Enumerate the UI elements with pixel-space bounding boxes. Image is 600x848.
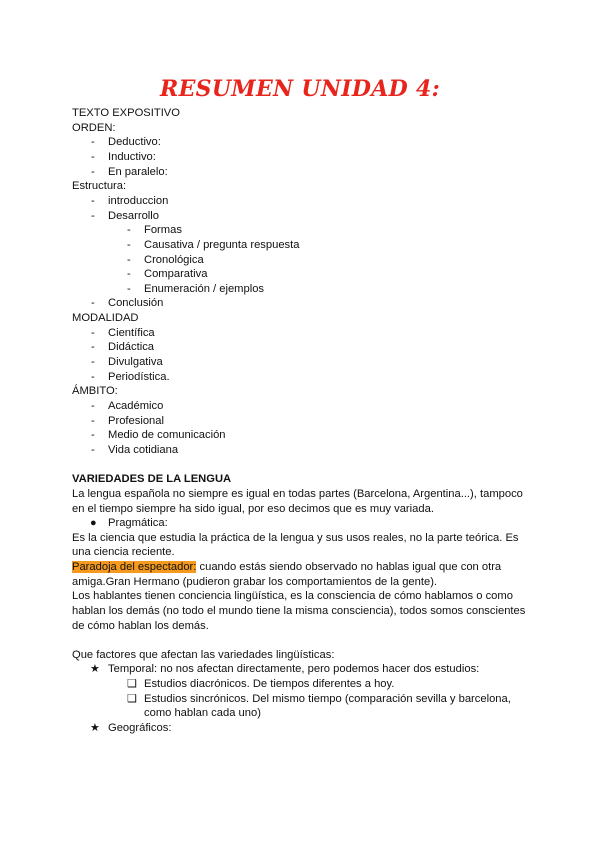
dash-bullet: - bbox=[91, 341, 95, 353]
dash-bullet: - bbox=[91, 429, 95, 441]
estructura-label: Estructura: bbox=[72, 180, 127, 192]
paragraph-line: amiga.Gran Hermano (pudieron grabar los comportamientos de la gente). bbox=[72, 576, 438, 588]
modalidad-item: Divulgativa bbox=[108, 356, 163, 368]
dash-bullet: - bbox=[91, 400, 95, 412]
estructura-item: introduccion bbox=[108, 195, 169, 207]
factor-item: Temporal: no nos afectan directamente, pero podemos hacer dos estudios: bbox=[108, 663, 480, 675]
dash-bullet: - bbox=[91, 327, 95, 339]
checkbox-bullet-icon: ❑ bbox=[127, 693, 137, 705]
paragraph-line: Los hablantes tienen conciencia lingüística, es la consciencia de cómo hablamos o como bbox=[72, 590, 513, 602]
desarrollo-item: Cronológica bbox=[144, 254, 204, 266]
subfactor-item: Estudios diacrónicos. De tiempos diferentes a hoy. bbox=[144, 678, 395, 690]
factor-item: Geográficos: bbox=[108, 722, 172, 734]
paragraph-line: de cómo hablan los demás. bbox=[72, 620, 209, 632]
modalidad-item: Didáctica bbox=[108, 341, 155, 353]
checkbox-bullet-icon: ❑ bbox=[127, 678, 137, 690]
desarrollo-item: Comparativa bbox=[144, 268, 208, 280]
dash-bullet: - bbox=[127, 268, 131, 280]
texto-expositivo-label: TEXTO EXPOSITIVO bbox=[72, 107, 180, 119]
modalidad-item: Periodística. bbox=[108, 371, 170, 383]
paradoja-text: cuando estás siendo observado no hablas igual que con otra bbox=[196, 561, 502, 573]
orden-item: Inductivo: bbox=[108, 151, 156, 163]
ambito-item: Profesional bbox=[108, 415, 164, 427]
subfactor-item-continued: como hablan cada uno) bbox=[144, 707, 261, 719]
paradoja-line bbox=[72, 560, 501, 574]
dash-bullet: - bbox=[91, 371, 95, 383]
ambito-item: Académico bbox=[108, 400, 164, 412]
paragraph-line: una ciencia reciente. bbox=[72, 546, 175, 558]
ambito-label: ÁMBITO: bbox=[72, 385, 118, 397]
subfactor-item: Estudios sincrónicos. Del mismo tiempo (comparación sevilla y barcelona, bbox=[144, 693, 511, 705]
dash-bullet: - bbox=[91, 297, 95, 309]
dash-bullet: - bbox=[91, 136, 95, 148]
dash-bullet: - bbox=[91, 151, 95, 163]
pragmatica-label: Pragmática: bbox=[108, 517, 168, 529]
highlighted-term: Paradoja del espectador: bbox=[72, 561, 197, 573]
paragraph-line: hablan los demás (no todo el mundo tiene la misma consciencia), todos somos conscientes bbox=[72, 605, 526, 617]
dash-bullet: - bbox=[91, 166, 95, 178]
desarrollo-item: Causativa / pregunta respuesta bbox=[144, 239, 300, 251]
dash-bullet: - bbox=[127, 224, 131, 236]
dash-bullet: - bbox=[91, 195, 95, 207]
orden-item: Deductivo: bbox=[108, 136, 161, 148]
dash-bullet: - bbox=[91, 415, 95, 427]
dash-bullet: - bbox=[91, 444, 95, 456]
star-bullet-icon: ★ bbox=[90, 663, 100, 675]
ambito-item: Medio de comunicación bbox=[108, 429, 226, 441]
ambito-item: Vida cotidiana bbox=[108, 444, 179, 456]
modalidad-item: Científica bbox=[108, 327, 155, 339]
orden-item: En paralelo: bbox=[108, 166, 168, 178]
estructura-item: Desarrollo bbox=[108, 210, 159, 222]
paragraph-line: en el tiempo siempre ha sido igual, por eso decimos que es muy variada. bbox=[72, 503, 434, 515]
orden-label: ORDEN: bbox=[72, 122, 116, 134]
dash-bullet: - bbox=[91, 356, 95, 368]
bullet-dot-icon: ● bbox=[90, 517, 97, 529]
dash-bullet: - bbox=[127, 239, 131, 251]
dash-bullet: - bbox=[91, 210, 95, 222]
paragraph-line: Es la ciencia que estudia la práctica de la lengua y sus usos reales, no la parte teórica. Es bbox=[72, 532, 519, 544]
estructura-conclusion: Conclusión bbox=[108, 297, 164, 309]
star-bullet-icon: ★ bbox=[90, 722, 100, 734]
paragraph-line: La lengua española no siempre es igual en todas partes (Barcelona, Argentina...), tampoco bbox=[72, 488, 523, 500]
dash-bullet: - bbox=[127, 254, 131, 266]
page-title: RESUMEN UNIDAD 4: bbox=[159, 76, 440, 102]
desarrollo-item: Formas bbox=[144, 224, 182, 236]
desarrollo-item: Enumeración / ejemplos bbox=[144, 283, 265, 295]
variedades-heading: VARIEDADES DE LA LENGUA bbox=[72, 473, 232, 485]
factores-intro: Que factores que afectan las variedades lingüísticas: bbox=[72, 649, 335, 661]
dash-bullet: - bbox=[127, 283, 131, 295]
modalidad-label: MODALIDAD bbox=[72, 312, 139, 324]
